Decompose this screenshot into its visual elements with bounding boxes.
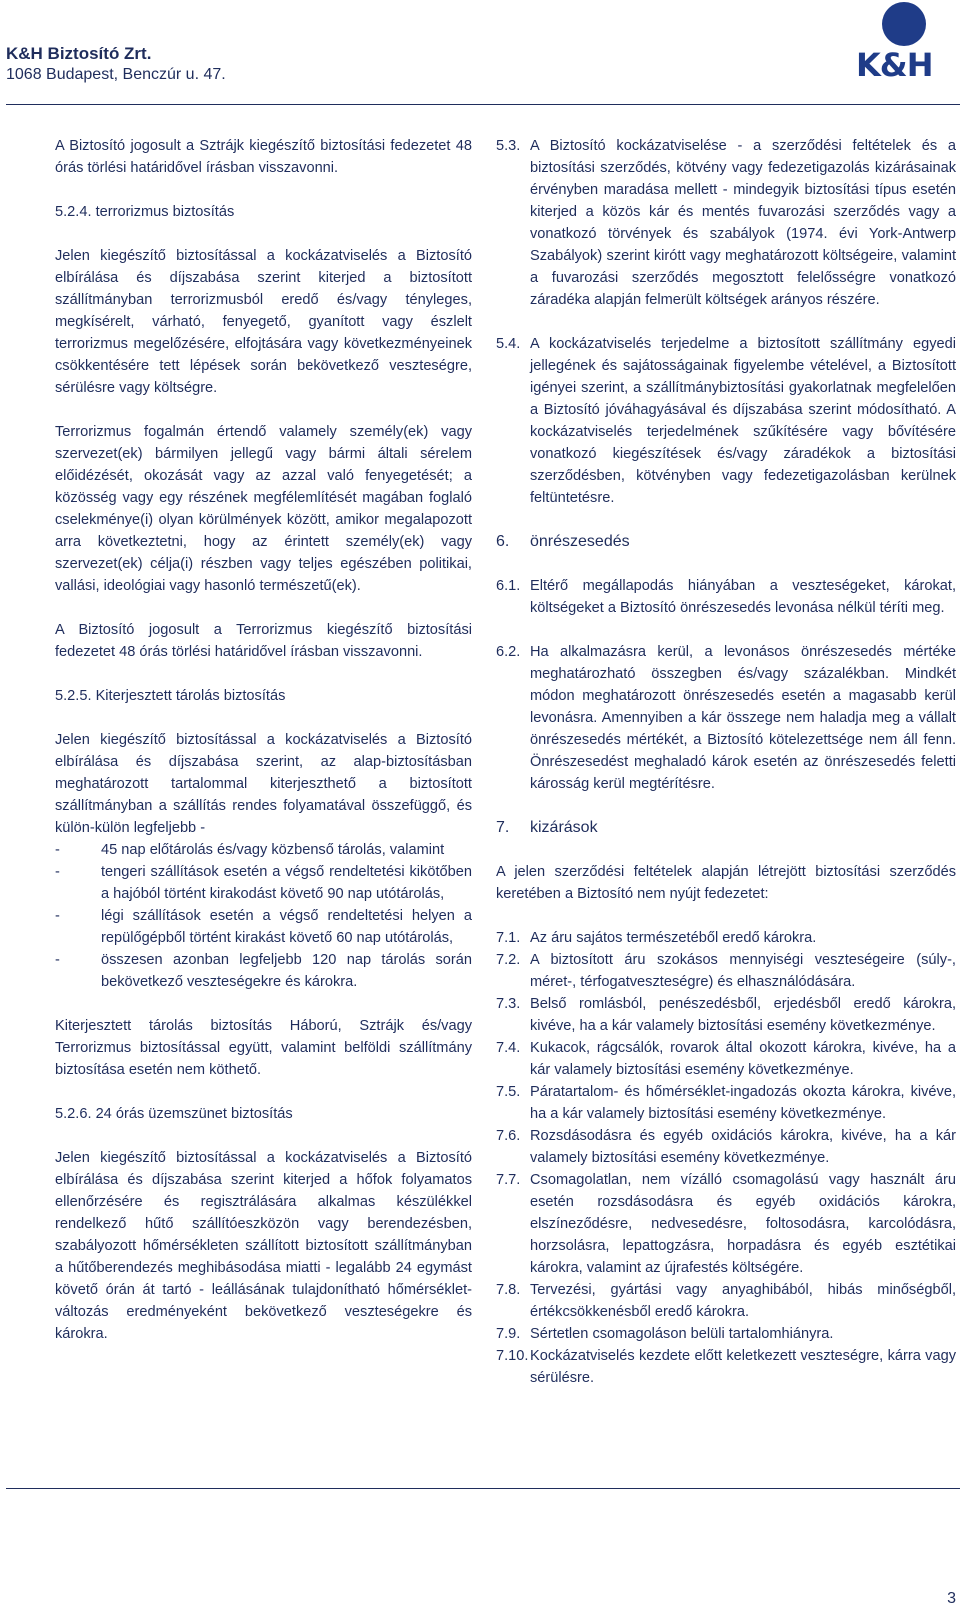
clause-6-1 xyxy=(496,575,956,619)
exclusion-item xyxy=(496,1169,956,1279)
paragraph: Jelen kiegészítő biztosítással a kockázatviselés a Biztosító elbírálása és díjszabása szerint kiterjed a hőfok folyamatos ellenőrzésére és regisztrálására alkalmas készülékkel rendelkező hűtő szállítóeszközön vagy berendezésben, szabályozott hőmérsékleten szállított biztosított szállítmányban a hűtőberendezés meghibásodása miatti - legalább 24 egymást követő órán át tartó - leállásának tulajdonítható hőmérséklet-változás eredményeként bekövetkező veszteségekre és károkra. xyxy=(55,1150,472,1342)
clause-6-2 xyxy=(496,641,956,795)
dash-marker: - xyxy=(55,952,60,968)
list-item-text: légi szállítások esetén a végső rendeltetési helyen a repülőgépből történt kirakást követő 60 nap utótárolás, xyxy=(101,908,472,946)
list-item xyxy=(55,905,472,949)
kh-logo-icon xyxy=(882,2,926,46)
header-address: 1068 Budapest, Benczúr u. 47. xyxy=(6,66,226,83)
dash-marker: - xyxy=(55,908,60,924)
clause-text: Sértetlen csomagoláson belüli tartalomhiányra. xyxy=(530,1326,834,1342)
clause-text: Kockázatviselés kezdete előtt keletkezett veszteségre, kárra vagy sérülésre. xyxy=(530,1348,956,1386)
paragraph: A Biztosító jogosult a Sztrájk kiegészítő biztosítási fedezetet 48 órás törlési határidővel írásban visszavonni. xyxy=(55,138,472,176)
list-item-text: tengeri szállítások esetén a végső rendeltetési kikötőben a hajóból történt kirakodást követő 90 nap utótárolás, xyxy=(101,864,472,902)
dash-marker: - xyxy=(55,842,60,858)
header-divider xyxy=(6,104,960,105)
clause-number: 7.10. xyxy=(496,1348,529,1364)
section-title: önrészesedés xyxy=(530,533,630,550)
logo-text: K&H xyxy=(856,46,933,84)
clause-text: Páratartalom- és hőmérséklet-ingadozás okozta károkra, kivéve, ha a kár valamely biztosítási esemény következménye. xyxy=(530,1084,956,1122)
clause-number: 7.1. xyxy=(496,930,521,946)
kh-logo xyxy=(856,2,960,86)
section-heading-526: 5.2.6. 24 órás üzemszünet biztosítás xyxy=(55,1106,293,1122)
clause-text: Az áru sajátos természetéből eredő károkra. xyxy=(530,930,817,946)
exclusion-item xyxy=(496,1081,956,1125)
clause-number: 6.1. xyxy=(496,578,521,594)
section-heading-524: 5.2.4. terrorizmus biztosítás xyxy=(55,204,235,220)
exclusion-item xyxy=(496,993,956,1037)
clause-number: 7.2. xyxy=(496,952,521,968)
left-column xyxy=(55,135,472,1367)
clause-text: A kockázatviselés terjedelme a biztosított szállítmány egyedi jellegének és sajátosságainak figyelembe vételével, a Biztosított igényei szerint, a szállítmánybiztosítási gyakorlatnak megfelelően a Biztosító jóváhagyásával és díjszabása szerint módosítható. A kockázatviselés terjedelmének szűkítésére vagy bővítésére vonatkozó kiegészítések és/vagy záradékok a biztosítási szerződésben, kötvényben vagy fedezetigazolásban kerülnek feltüntetésre. xyxy=(530,336,956,506)
clause-5-3 xyxy=(496,135,956,311)
clause-number: 7.4. xyxy=(496,1040,521,1056)
list-item xyxy=(55,861,472,905)
clause-number: 7.5. xyxy=(496,1084,521,1100)
paragraph: Kiterjesztett tárolás biztosítás Háború, Sztrájk és/vagy Terrorizmus biztosítással együtt, valamint belföldi szállítmány biztosítása esetén nem köthető. xyxy=(55,1018,472,1078)
clause-number: 7.8. xyxy=(496,1282,521,1298)
list-item xyxy=(55,839,472,861)
dash-marker: - xyxy=(55,864,60,880)
clause-text: Tervezési, gyártási vagy anyaghibából, hibás minőségből, értékcsökkenésből eredő károkra. xyxy=(530,1282,956,1320)
clause-number: 7.3. xyxy=(496,996,521,1012)
paragraph: Terrorizmus fogalmán értendő valamely személy(ek) vagy szervezet(ek) bármilyen jellegű vagy bármi általi sérelem előidézését, okozását vagy az azzal való fenyegetését; a közösség vagy egy részének megfélemlítését magában foglaló cselekménye(i) olyan körülmények között, amikor megalapozott arra következtetni, hogy az érintett személy(ek) vagy szervezet(ek) célja(i) részben vagy teljes egészében politikai, vallási, ideológiai vagy hasonló természetű(ek). xyxy=(55,424,472,594)
clause-number: 7.6. xyxy=(496,1128,521,1144)
section-number: 7. xyxy=(496,819,510,836)
exclusion-item xyxy=(496,1037,956,1081)
section-title: kizárások xyxy=(530,819,598,836)
exclusions-list xyxy=(496,927,956,1389)
exclusion-item xyxy=(496,1279,956,1323)
page-number: 3 xyxy=(947,1590,956,1607)
section-heading-7 xyxy=(496,817,956,839)
clause-text: A Biztosító kockázatviselése - a szerződési feltételek és a biztosítási szerződés, kötvény vagy fedezetigazolás kizárásainak érvényben maradása mellett - mindegyik biztosítási típus esetén kiterjed a közös kár és mentés fuvarozási szerződés vagy a vonatkozó törvények és szabályok (1974. évi York-Antwerp Szabályok) szerint kirótt vagy meghatározott költségeire, valamint a fuvarozási szerződés megosztott felelősségre vonatkozó záradéka alapján felmerült költségek arányos részére. xyxy=(530,138,956,308)
clause-text: Eltérő megállapodás hiányában a veszteségeket, károkat, költségeket a Biztosító önrészesedés levonása nélkül téríti meg. xyxy=(530,578,956,616)
clause-text: Rozsdásodásra és egyéb oxidációs károkra, kivéve, ha a kár valamely biztosítási esemény következménye. xyxy=(530,1128,956,1166)
exclusion-item xyxy=(496,949,956,993)
exclusion-item xyxy=(496,1345,956,1389)
exclusion-item xyxy=(496,1125,956,1169)
exclusion-item xyxy=(496,1323,956,1345)
paragraph: Jelen kiegészítő biztosítással a kockázatviselés a Biztosító elbírálása és díjszabása szerint, az alap-biztosításban meghatározott tartalommal kiterjeszthető a biztosított szállítmányban a szállítás rendes folyamatával összefüggő, és külön-külön legfeljebb - xyxy=(55,732,472,836)
footer-divider xyxy=(6,1488,960,1489)
clause-number: 7.9. xyxy=(496,1326,521,1342)
clause-number: 6.2. xyxy=(496,644,521,660)
clause-number: 5.4. xyxy=(496,336,521,352)
list-item-text: összesen azonban legfeljebb 120 nap tárolás során bekövetkező veszteségekre és károkra. xyxy=(101,952,472,990)
exclusions-intro: A jelen szerződési feltételek alapján létrejött biztosítási szerződés keretében a Biztosító nem nyújt fedezetet: xyxy=(496,864,956,902)
clause-text: Csomagolatlan, nem vízálló csomagolású vagy használt áru esetén rozsdásodásra és egyéb oxidációs károkra, elszíneződésre, nedvesedésre, foltosodásra, karcolódásra, horzsolásra, lepattogzásra, horpadásra és egyéb esztétikai károkra, valamint az újrafestés költségére. xyxy=(530,1172,956,1276)
section-heading-525: 5.2.5. Kiterjesztett tárolás biztosítás xyxy=(55,688,286,704)
header-company: K&H Biztosító Zrt. xyxy=(6,44,152,63)
list-item xyxy=(55,949,472,993)
clause-text: Belső romlásból, penészedésből, erjedésből eredő károkra, kivéve, ha a kár valamely biztosítási esemény következménye. xyxy=(530,996,956,1034)
list-item-text: 45 nap előtárolás és/vagy közbenső tárolás, valamint xyxy=(101,842,445,858)
clause-number: 7.7. xyxy=(496,1172,521,1188)
exclusion-item xyxy=(496,927,956,949)
paragraph: Jelen kiegészítő biztosítással a kockázatviselés a Biztosító elbírálása és díjszabása szerint kiterjed a biztosított szállítmányban terrorizmusból eredő és/vagy tényleges, megkísérelt, várható, fenyegető, gyanított vagy észlelt terrorizmus megelőzésére, elfojtására vagy következményeinek csökkentésére tett lépések során bekövetkező veszteségre, sérülésre vagy költségre. xyxy=(55,248,472,396)
section-number: 6. xyxy=(496,533,510,550)
right-column xyxy=(496,135,956,1389)
storage-list xyxy=(55,839,472,993)
clause-text: A biztosított áru szokásos mennyiségi veszteségeire (súly-, méret-, térfogatveszteségre) és elhasználódására. xyxy=(530,952,956,990)
section-heading-6 xyxy=(496,531,956,553)
clause-5-4 xyxy=(496,333,956,509)
clause-text: Kukacok, rágcsálók, rovarok által okozott károkra, kivéve, ha a kár valamely biztosítási esemény következménye. xyxy=(530,1040,956,1078)
clause-text: Ha alkalmazásra kerül, a levonásos önrészesedés mértéke meghatározható összegben és/vagy százalékban. Mindkét módon meghatározott önrészesedés esetén a magasabb kerül levonásra. Amennyiben a kár összege nem haladja meg a vállalt önrészesedés mértékét, a Biztosító kötelezettsége nem áll fenn. Önrészesedést meghaladó károk esetén az önrészesedés feletti károsság kerül megtérítésre. xyxy=(530,644,956,792)
clause-number: 5.3. xyxy=(496,138,521,154)
paragraph: A Biztosító jogosult a Terrorizmus kiegészítő biztosítási fedezetet 48 órás törlési határidővel írásban visszavonni. xyxy=(55,622,472,660)
